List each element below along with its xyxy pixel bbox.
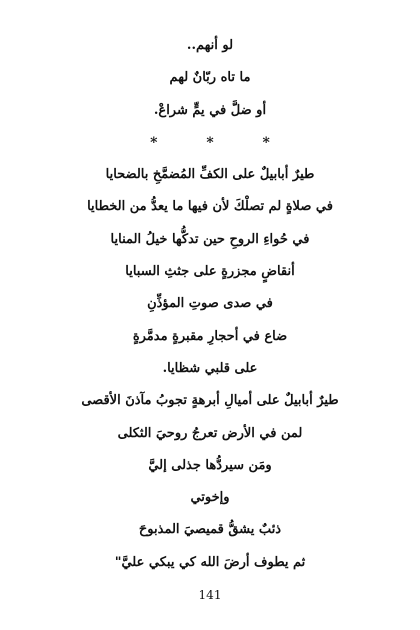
- poem-line: أنقاضٍ مجزرةٍ على جثثِ السبايا: [125, 264, 295, 280]
- page-number: 141: [198, 588, 222, 602]
- poem-line: ضاع في أحجارِ مقبرةٍ مدمَّرةٍ: [132, 328, 288, 344]
- section-separator: * * *: [150, 134, 292, 151]
- poem-line: لمن في الأرض تعرجُ روحيَ الثكلى: [117, 425, 303, 441]
- poem-line: ذئبٌ يشقُّ قميصيَ المذبوحَ: [138, 522, 282, 538]
- poem-line: ما تاه ربّانٌ لهم: [169, 70, 251, 86]
- poem-line: في حُواءِ الروحِ حين تدكُّها خيلُ المنايا: [110, 231, 310, 247]
- poem-line: طيرٌ أبابيلٌ على أميالِ أبرهةٍ تجوبُ مآذنَ الأقصى: [81, 393, 339, 409]
- poem-line: ثم يطوف أرضَ الله كي يبكي عليَّ": [114, 554, 306, 570]
- poem-line: على قلبي شظايا.: [162, 360, 258, 376]
- poem-line: لو أنهم..: [186, 38, 234, 53]
- poem-body: [0, 30, 420, 579]
- poem-line: أو ضلَّ في يمٍّ شراعْ.: [153, 102, 267, 118]
- poem-line: في صلاةٍ لم تصلْكَ لأن فيها ما يعدُّ من الخطايا: [87, 199, 333, 215]
- poem-line: طيرٌ أبابيلٌ على الكفِّ المُضمَّخِ بالضحايا: [105, 167, 315, 183]
- poem-line: وإخوتي: [190, 490, 230, 506]
- poem-line: ومَن سيردُّها جذلى إليَّ: [148, 457, 272, 473]
- poem-line: في صدى صوتِ المؤذِّنِ: [147, 296, 273, 312]
